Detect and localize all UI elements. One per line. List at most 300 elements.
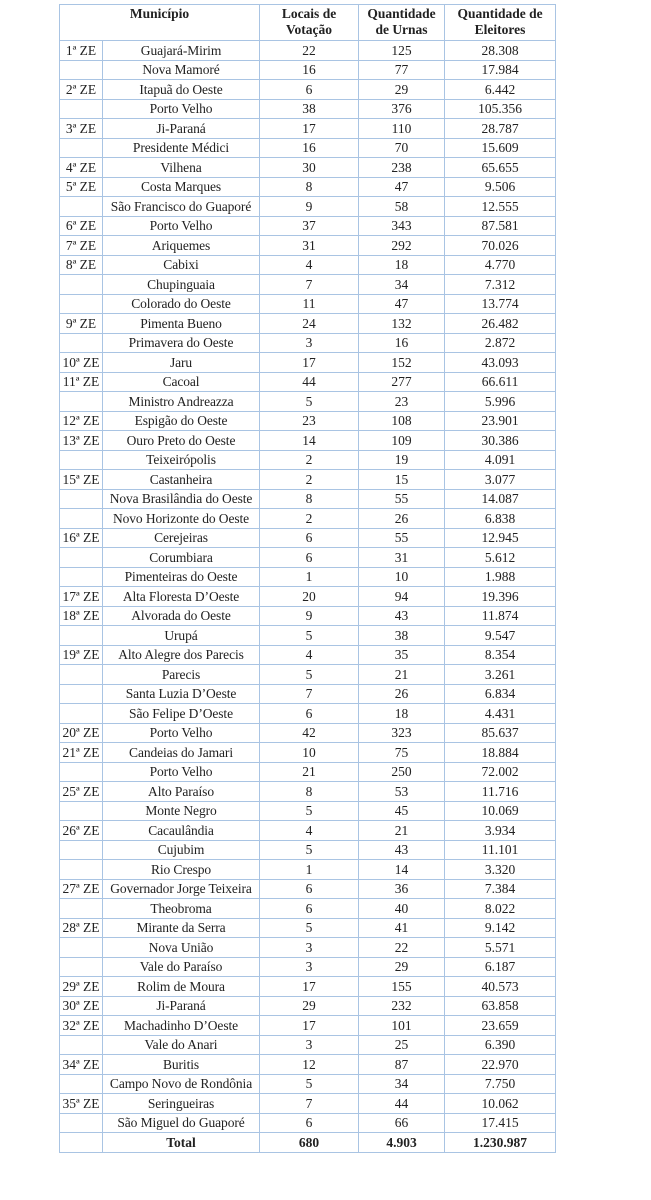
urnas-cell: 26 bbox=[359, 509, 445, 529]
table-row bbox=[60, 450, 556, 470]
urnas-cell: 55 bbox=[359, 489, 445, 509]
table-row bbox=[60, 470, 556, 490]
urnas-cell: 47 bbox=[359, 177, 445, 197]
locais-cell: 5 bbox=[260, 918, 359, 938]
table-row bbox=[60, 177, 556, 197]
zone-cell: 34ª ZE bbox=[60, 1055, 103, 1075]
table-row bbox=[60, 645, 556, 665]
zone-cell bbox=[60, 138, 103, 158]
table-row bbox=[60, 158, 556, 178]
locais-cell: 21 bbox=[260, 762, 359, 782]
urnas-cell: 26 bbox=[359, 684, 445, 704]
locais-cell: 3 bbox=[260, 938, 359, 958]
municipio-cell: Cacoal bbox=[103, 372, 260, 392]
municipio-cell: Castanheira bbox=[103, 470, 260, 490]
table-row bbox=[60, 119, 556, 139]
zone-cell: 2ª ZE bbox=[60, 80, 103, 100]
locais-cell: 8 bbox=[260, 489, 359, 509]
table-row bbox=[60, 606, 556, 626]
municipio-cell: Cerejeiras bbox=[103, 528, 260, 548]
table-row bbox=[60, 1016, 556, 1036]
locais-cell: 22 bbox=[260, 41, 359, 61]
locais-cell: 31 bbox=[260, 236, 359, 256]
table-row bbox=[60, 509, 556, 529]
table-row bbox=[60, 489, 556, 509]
municipio-cell: Santa Luzia D’Oeste bbox=[103, 684, 260, 704]
zone-cell: 29ª ZE bbox=[60, 977, 103, 997]
urnas-cell: 75 bbox=[359, 743, 445, 763]
locais-cell: 17 bbox=[260, 119, 359, 139]
urnas-cell: 323 bbox=[359, 723, 445, 743]
eleitores-cell: 7.312 bbox=[445, 275, 556, 295]
municipio-cell: Alto Alegre dos Parecis bbox=[103, 645, 260, 665]
zone-cell: 32ª ZE bbox=[60, 1016, 103, 1036]
locais-cell: 42 bbox=[260, 723, 359, 743]
zone-cell: 11ª ZE bbox=[60, 372, 103, 392]
table-row bbox=[60, 821, 556, 841]
total-urnas: 4.903 bbox=[359, 1133, 445, 1153]
urnas-cell: 101 bbox=[359, 1016, 445, 1036]
zone-cell bbox=[60, 567, 103, 587]
municipio-cell: Alta Floresta D’Oeste bbox=[103, 587, 260, 607]
municipio-cell: Governador Jorge Teixeira bbox=[103, 879, 260, 899]
table-row bbox=[60, 957, 556, 977]
zone-cell: 20ª ZE bbox=[60, 723, 103, 743]
eleitores-cell: 30.386 bbox=[445, 431, 556, 451]
municipio-cell: Cabixi bbox=[103, 255, 260, 275]
table-row bbox=[60, 1055, 556, 1075]
municipio-cell: Presidente Médici bbox=[103, 138, 260, 158]
zone-cell bbox=[60, 197, 103, 217]
eleitores-cell: 11.874 bbox=[445, 606, 556, 626]
eleitores-cell: 6.834 bbox=[445, 684, 556, 704]
table-row bbox=[60, 665, 556, 685]
eleitores-cell: 6.838 bbox=[445, 509, 556, 529]
municipio-cell: Vale do Anari bbox=[103, 1035, 260, 1055]
table-row bbox=[60, 294, 556, 314]
table-row bbox=[60, 353, 556, 373]
zone-cell bbox=[60, 1074, 103, 1094]
urnas-cell: 29 bbox=[359, 80, 445, 100]
table-row bbox=[60, 99, 556, 119]
municipio-cell: Alvorada do Oeste bbox=[103, 606, 260, 626]
eleitores-cell: 63.858 bbox=[445, 996, 556, 1016]
eleitores-cell: 1.988 bbox=[445, 567, 556, 587]
zone-cell bbox=[60, 957, 103, 977]
zone-cell bbox=[60, 684, 103, 704]
eleitores-cell: 65.655 bbox=[445, 158, 556, 178]
table-row bbox=[60, 918, 556, 938]
municipio-cell: Mirante da Serra bbox=[103, 918, 260, 938]
urnas-cell: 19 bbox=[359, 450, 445, 470]
zone-cell: 12ª ZE bbox=[60, 411, 103, 431]
municipio-cell: Candeias do Jamari bbox=[103, 743, 260, 763]
locais-cell: 14 bbox=[260, 431, 359, 451]
locais-cell: 6 bbox=[260, 879, 359, 899]
urnas-cell: 343 bbox=[359, 216, 445, 236]
zone-cell: 27ª ZE bbox=[60, 879, 103, 899]
urnas-cell: 155 bbox=[359, 977, 445, 997]
urnas-cell: 16 bbox=[359, 333, 445, 353]
zone-cell bbox=[60, 938, 103, 958]
municipio-cell: Teixeirópolis bbox=[103, 450, 260, 470]
zone-cell: 30ª ZE bbox=[60, 996, 103, 1016]
urnas-cell: 34 bbox=[359, 275, 445, 295]
locais-cell: 17 bbox=[260, 977, 359, 997]
locais-cell: 5 bbox=[260, 1074, 359, 1094]
locais-cell: 8 bbox=[260, 177, 359, 197]
municipio-cell: Nova Brasilândia do Oeste bbox=[103, 489, 260, 509]
eleitores-cell: 7.384 bbox=[445, 879, 556, 899]
eleitores-cell: 28.787 bbox=[445, 119, 556, 139]
zone-cell: 17ª ZE bbox=[60, 587, 103, 607]
zone-cell bbox=[60, 704, 103, 724]
table-row bbox=[60, 704, 556, 724]
urnas-cell: 125 bbox=[359, 41, 445, 61]
locais-cell: 38 bbox=[260, 99, 359, 119]
locais-cell: 9 bbox=[260, 197, 359, 217]
zone-cell bbox=[60, 801, 103, 821]
eleitores-cell: 17.984 bbox=[445, 60, 556, 80]
locais-cell: 6 bbox=[260, 548, 359, 568]
total-eleitores: 1.230.987 bbox=[445, 1133, 556, 1153]
header-municipio: Município bbox=[60, 5, 260, 41]
locais-cell: 4 bbox=[260, 645, 359, 665]
locais-cell: 1 bbox=[260, 567, 359, 587]
urnas-cell: 25 bbox=[359, 1035, 445, 1055]
urnas-cell: 152 bbox=[359, 353, 445, 373]
locais-cell: 24 bbox=[260, 314, 359, 334]
table-row bbox=[60, 372, 556, 392]
eleitores-cell: 70.026 bbox=[445, 236, 556, 256]
zone-cell: 25ª ZE bbox=[60, 782, 103, 802]
table-row bbox=[60, 762, 556, 782]
urnas-cell: 34 bbox=[359, 1074, 445, 1094]
urnas-cell: 44 bbox=[359, 1094, 445, 1114]
zone-cell: 8ª ZE bbox=[60, 255, 103, 275]
urnas-cell: 29 bbox=[359, 957, 445, 977]
municipio-cell: Primavera do Oeste bbox=[103, 333, 260, 353]
municipio-cell: Rolim de Moura bbox=[103, 977, 260, 997]
electoral-zones-table bbox=[59, 4, 556, 1153]
zone-cell bbox=[60, 665, 103, 685]
locais-cell: 4 bbox=[260, 821, 359, 841]
locais-cell: 17 bbox=[260, 353, 359, 373]
municipio-cell: Nova União bbox=[103, 938, 260, 958]
locais-cell: 6 bbox=[260, 704, 359, 724]
eleitores-cell: 5.612 bbox=[445, 548, 556, 568]
locais-cell: 23 bbox=[260, 411, 359, 431]
zone-cell: 7ª ZE bbox=[60, 236, 103, 256]
municipio-cell: Itapuã do Oeste bbox=[103, 80, 260, 100]
eleitores-cell: 5.996 bbox=[445, 392, 556, 412]
urnas-cell: 70 bbox=[359, 138, 445, 158]
zone-cell: 16ª ZE bbox=[60, 528, 103, 548]
zone-cell: 18ª ZE bbox=[60, 606, 103, 626]
zone-cell: 1ª ZE bbox=[60, 41, 103, 61]
zone-cell bbox=[60, 626, 103, 646]
table-row bbox=[60, 275, 556, 295]
eleitores-cell: 72.002 bbox=[445, 762, 556, 782]
locais-cell: 16 bbox=[260, 60, 359, 80]
urnas-cell: 250 bbox=[359, 762, 445, 782]
municipio-cell: Ouro Preto do Oeste bbox=[103, 431, 260, 451]
locais-cell: 7 bbox=[260, 275, 359, 295]
municipio-cell: Porto Velho bbox=[103, 762, 260, 782]
table-row bbox=[60, 1074, 556, 1094]
zone-cell bbox=[60, 392, 103, 412]
municipio-cell: Pimenta Bueno bbox=[103, 314, 260, 334]
municipio-cell: Cacaulândia bbox=[103, 821, 260, 841]
eleitores-cell: 22.970 bbox=[445, 1055, 556, 1075]
total-ze-cell bbox=[60, 1133, 103, 1153]
zone-cell bbox=[60, 275, 103, 295]
table-row bbox=[60, 996, 556, 1016]
urnas-cell: 45 bbox=[359, 801, 445, 821]
eleitores-cell: 10.062 bbox=[445, 1094, 556, 1114]
eleitores-cell: 8.354 bbox=[445, 645, 556, 665]
municipio-cell: Campo Novo de Rondônia bbox=[103, 1074, 260, 1094]
urnas-cell: 376 bbox=[359, 99, 445, 119]
municipio-cell: Ariquemes bbox=[103, 236, 260, 256]
locais-cell: 6 bbox=[260, 899, 359, 919]
eleitores-cell: 9.506 bbox=[445, 177, 556, 197]
locais-cell: 2 bbox=[260, 470, 359, 490]
urnas-cell: 40 bbox=[359, 899, 445, 919]
table-row bbox=[60, 41, 556, 61]
urnas-cell: 38 bbox=[359, 626, 445, 646]
urnas-cell: 21 bbox=[359, 821, 445, 841]
locais-cell: 5 bbox=[260, 626, 359, 646]
eleitores-cell: 4.431 bbox=[445, 704, 556, 724]
total-label: Total bbox=[103, 1133, 260, 1153]
municipio-cell: Jaru bbox=[103, 353, 260, 373]
zone-cell bbox=[60, 860, 103, 880]
municipio-cell: Costa Marques bbox=[103, 177, 260, 197]
table-row bbox=[60, 938, 556, 958]
eleitores-cell: 12.945 bbox=[445, 528, 556, 548]
zone-cell: 13ª ZE bbox=[60, 431, 103, 451]
municipio-cell: Vilhena bbox=[103, 158, 260, 178]
urnas-cell: 132 bbox=[359, 314, 445, 334]
zone-cell: 10ª ZE bbox=[60, 353, 103, 373]
total-locais: 680 bbox=[260, 1133, 359, 1153]
eleitores-cell: 66.611 bbox=[445, 372, 556, 392]
table-row bbox=[60, 782, 556, 802]
urnas-cell: 43 bbox=[359, 606, 445, 626]
table-row bbox=[60, 333, 556, 353]
table-row bbox=[60, 392, 556, 412]
locais-cell: 4 bbox=[260, 255, 359, 275]
urnas-cell: 53 bbox=[359, 782, 445, 802]
municipio-cell: Guajará-Mirim bbox=[103, 41, 260, 61]
municipio-cell: Ji-Paraná bbox=[103, 996, 260, 1016]
eleitores-cell: 2.872 bbox=[445, 333, 556, 353]
municipio-cell: Ministro Andreazza bbox=[103, 392, 260, 412]
urnas-cell: 87 bbox=[359, 1055, 445, 1075]
eleitores-cell: 85.637 bbox=[445, 723, 556, 743]
municipio-cell: Parecis bbox=[103, 665, 260, 685]
table-header-row bbox=[60, 5, 556, 41]
locais-cell: 3 bbox=[260, 1035, 359, 1055]
locais-cell: 5 bbox=[260, 840, 359, 860]
municipio-cell: Machadinho D’Oeste bbox=[103, 1016, 260, 1036]
zone-cell: 9ª ZE bbox=[60, 314, 103, 334]
urnas-cell: 47 bbox=[359, 294, 445, 314]
locais-cell: 2 bbox=[260, 450, 359, 470]
locais-cell: 5 bbox=[260, 801, 359, 821]
zone-cell: 3ª ZE bbox=[60, 119, 103, 139]
eleitores-cell: 17.415 bbox=[445, 1113, 556, 1133]
eleitores-cell: 23.901 bbox=[445, 411, 556, 431]
locais-cell: 12 bbox=[260, 1055, 359, 1075]
table-row bbox=[60, 567, 556, 587]
zone-cell bbox=[60, 450, 103, 470]
municipio-cell: Nova Mamoré bbox=[103, 60, 260, 80]
eleitores-cell: 28.308 bbox=[445, 41, 556, 61]
locais-cell: 29 bbox=[260, 996, 359, 1016]
locais-cell: 8 bbox=[260, 782, 359, 802]
table-row bbox=[60, 587, 556, 607]
zone-cell: 6ª ZE bbox=[60, 216, 103, 236]
eleitores-cell: 14.087 bbox=[445, 489, 556, 509]
urnas-cell: 41 bbox=[359, 918, 445, 938]
urnas-cell: 22 bbox=[359, 938, 445, 958]
municipio-cell: Ji-Paraná bbox=[103, 119, 260, 139]
locais-cell: 10 bbox=[260, 743, 359, 763]
table-row bbox=[60, 216, 556, 236]
zone-cell bbox=[60, 840, 103, 860]
table-row bbox=[60, 977, 556, 997]
urnas-cell: 66 bbox=[359, 1113, 445, 1133]
zone-cell: 15ª ZE bbox=[60, 470, 103, 490]
eleitores-cell: 3.934 bbox=[445, 821, 556, 841]
locais-cell: 16 bbox=[260, 138, 359, 158]
eleitores-cell: 4.091 bbox=[445, 450, 556, 470]
locais-cell: 7 bbox=[260, 684, 359, 704]
zone-cell: 21ª ZE bbox=[60, 743, 103, 763]
table-row bbox=[60, 197, 556, 217]
municipio-cell: Colorado do Oeste bbox=[103, 294, 260, 314]
urnas-cell: 21 bbox=[359, 665, 445, 685]
eleitores-cell: 6.390 bbox=[445, 1035, 556, 1055]
zone-cell bbox=[60, 333, 103, 353]
table-row bbox=[60, 528, 556, 548]
urnas-cell: 110 bbox=[359, 119, 445, 139]
table-row bbox=[60, 80, 556, 100]
eleitores-cell: 9.547 bbox=[445, 626, 556, 646]
table-row bbox=[60, 1113, 556, 1133]
urnas-cell: 58 bbox=[359, 197, 445, 217]
municipio-cell: Cujubim bbox=[103, 840, 260, 860]
eleitores-cell: 105.356 bbox=[445, 99, 556, 119]
municipio-cell: São Felipe D’Oeste bbox=[103, 704, 260, 724]
urnas-cell: 55 bbox=[359, 528, 445, 548]
locais-cell: 7 bbox=[260, 1094, 359, 1114]
eleitores-cell: 3.320 bbox=[445, 860, 556, 880]
eleitores-cell: 19.396 bbox=[445, 587, 556, 607]
zone-cell: 26ª ZE bbox=[60, 821, 103, 841]
municipio-cell: Alto Paraíso bbox=[103, 782, 260, 802]
eleitores-cell: 12.555 bbox=[445, 197, 556, 217]
zone-cell: 19ª ZE bbox=[60, 645, 103, 665]
urnas-cell: 14 bbox=[359, 860, 445, 880]
eleitores-cell: 18.884 bbox=[445, 743, 556, 763]
eleitores-cell: 11.716 bbox=[445, 782, 556, 802]
urnas-cell: 292 bbox=[359, 236, 445, 256]
urnas-cell: 15 bbox=[359, 470, 445, 490]
locais-cell: 11 bbox=[260, 294, 359, 314]
municipio-cell: Porto Velho bbox=[103, 723, 260, 743]
zone-cell: 4ª ZE bbox=[60, 158, 103, 178]
zone-cell bbox=[60, 509, 103, 529]
urnas-cell: 109 bbox=[359, 431, 445, 451]
eleitores-cell: 7.750 bbox=[445, 1074, 556, 1094]
municipio-cell: São Miguel do Guaporé bbox=[103, 1113, 260, 1133]
zone-cell bbox=[60, 294, 103, 314]
zone-cell bbox=[60, 548, 103, 568]
locais-cell: 2 bbox=[260, 509, 359, 529]
urnas-cell: 77 bbox=[359, 60, 445, 80]
locais-cell: 9 bbox=[260, 606, 359, 626]
municipio-cell: Seringueiras bbox=[103, 1094, 260, 1114]
urnas-cell: 36 bbox=[359, 879, 445, 899]
urnas-cell: 18 bbox=[359, 255, 445, 275]
table-row bbox=[60, 899, 556, 919]
eleitores-cell: 3.077 bbox=[445, 470, 556, 490]
municipio-cell: Urupá bbox=[103, 626, 260, 646]
locais-cell: 1 bbox=[260, 860, 359, 880]
table-row bbox=[60, 684, 556, 704]
locais-cell: 5 bbox=[260, 392, 359, 412]
eleitores-cell: 9.142 bbox=[445, 918, 556, 938]
eleitores-cell: 5.571 bbox=[445, 938, 556, 958]
table-body bbox=[60, 41, 556, 1133]
table-row bbox=[60, 1094, 556, 1114]
zone-cell bbox=[60, 60, 103, 80]
eleitores-cell: 11.101 bbox=[445, 840, 556, 860]
urnas-cell: 108 bbox=[359, 411, 445, 431]
locais-cell: 3 bbox=[260, 957, 359, 977]
eleitores-cell: 6.187 bbox=[445, 957, 556, 977]
zone-cell bbox=[60, 489, 103, 509]
table-row bbox=[60, 255, 556, 275]
urnas-cell: 23 bbox=[359, 392, 445, 412]
municipio-cell: Porto Velho bbox=[103, 99, 260, 119]
locais-cell: 5 bbox=[260, 665, 359, 685]
zone-cell: 35ª ZE bbox=[60, 1094, 103, 1114]
urnas-cell: 277 bbox=[359, 372, 445, 392]
locais-cell: 6 bbox=[260, 528, 359, 548]
zone-cell bbox=[60, 1113, 103, 1133]
zone-cell bbox=[60, 1035, 103, 1055]
urnas-cell: 35 bbox=[359, 645, 445, 665]
municipio-cell: Novo Horizonte do Oeste bbox=[103, 509, 260, 529]
eleitores-cell: 43.093 bbox=[445, 353, 556, 373]
locais-cell: 30 bbox=[260, 158, 359, 178]
locais-cell: 17 bbox=[260, 1016, 359, 1036]
table-row bbox=[60, 626, 556, 646]
header-quantidade-eleitores: Quantidade de Eleitores bbox=[445, 5, 556, 41]
eleitores-cell: 87.581 bbox=[445, 216, 556, 236]
table-row bbox=[60, 801, 556, 821]
municipio-cell: Espigão do Oeste bbox=[103, 411, 260, 431]
eleitores-cell: 26.482 bbox=[445, 314, 556, 334]
table-row bbox=[60, 840, 556, 860]
eleitores-cell: 10.069 bbox=[445, 801, 556, 821]
eleitores-cell: 40.573 bbox=[445, 977, 556, 997]
table-row bbox=[60, 236, 556, 256]
